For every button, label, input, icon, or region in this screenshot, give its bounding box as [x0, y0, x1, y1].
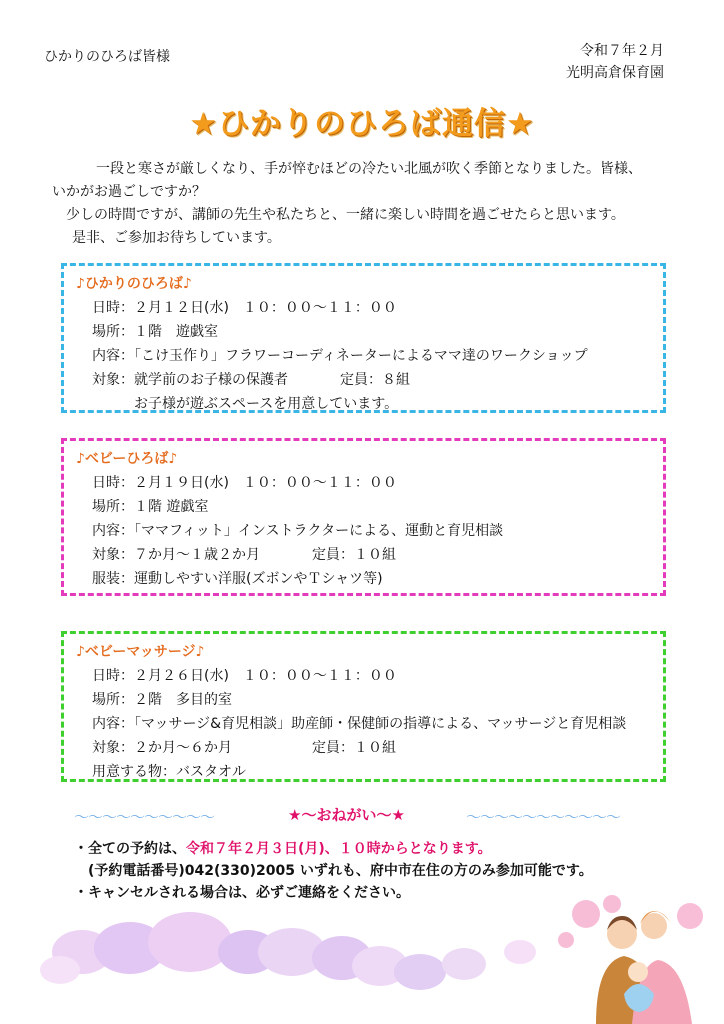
event-title: ♪ベビーひろば♪ — [76, 451, 178, 467]
event-target: 対象：７か月～１歳２か月 — [92, 547, 260, 563]
intro-line-1: 一段と寒さが厳しくなり、手が悴むほどの冷たい北風が吹く季節となりました。皆様、 — [96, 161, 642, 177]
event-extra: 用意する物：バスタオル — [92, 764, 246, 780]
event-content: 内容：「こけ玉作り」フラワーコーディネーターによるママ達のワークショップ — [92, 348, 588, 364]
header-right — [566, 40, 664, 84]
wave-divider-left: ～～～～～～～～～～ — [74, 808, 215, 826]
organization-name: 光明高倉保育園 — [566, 65, 664, 81]
event-title: ♪ひかりのひろば♪ — [76, 276, 192, 292]
note-reserve — [74, 838, 593, 860]
intro-line-3: 少しの時間ですが、講師の先生や私たちと、一緒に楽しい時間を過ごせたらと思います。 — [66, 207, 625, 223]
note-phone: (予約電話番号)042(330)2005 いずれも、府中市在住の方のみ参加可能です。 — [88, 863, 593, 879]
event-target-row — [92, 543, 663, 567]
note-cancel: ・キャンセルされる場合は、必ずご連絡をください。 — [74, 885, 410, 901]
newsletter-title: ★ひかりのひろば通信★ — [189, 106, 535, 142]
event-capacity: 定員：１０組 — [312, 547, 396, 563]
event-box-baby-hiroba — [61, 438, 666, 596]
note-reserve-date: 令和７年２月３日(月)、１０時からとなります。 — [186, 841, 492, 857]
decorative-illustration — [0, 890, 724, 1024]
issue-date: 令和７年２月 — [580, 43, 664, 59]
intro-line-2: いかがお過ごしですか？ — [52, 184, 206, 200]
event-extra: 服装：運動しやすい洋服(ズボンやＴシャツ等) — [92, 571, 383, 587]
event-capacity: 定員：８組 — [340, 372, 410, 388]
event-datetime: 日時：２月１９日(水) １０：００～１１：００ — [92, 475, 397, 491]
event-place: 場所：１階 遊戯室 — [92, 324, 218, 340]
intro-text — [52, 158, 686, 250]
event-datetime: 日時：２月１２日(水) １０：００～１１：００ — [92, 300, 397, 316]
event-content: 内容：「マッサージ&育児相談」助産師・保健師の指導による、マッサージと育児相談 — [92, 716, 627, 732]
event-target: 対象：２か月～６か月 — [92, 740, 232, 756]
event-target: 対象：就学前のお子様の保護者 — [92, 372, 288, 388]
family-illustration-icon — [596, 911, 692, 1024]
event-box-baby-massage — [61, 631, 666, 782]
bubble-decoration — [40, 912, 536, 990]
event-capacity: 定員：１０組 — [312, 740, 396, 756]
event-datetime: 日時：２月２６日(水) １０：００～１１：００ — [92, 668, 397, 684]
event-title: ♪ベビーマッサージ♪ — [76, 644, 205, 660]
event-place: 場所：１階 遊戯室 — [92, 499, 209, 515]
event-place: 場所：２階 多目的室 — [92, 692, 232, 708]
intro-line-4: 是非、ご参加お待ちしています。 — [72, 230, 281, 246]
onegai-heading: ★～おねがい～★ — [288, 806, 405, 824]
event-box-hikari — [61, 263, 666, 413]
event-target-row — [92, 368, 663, 392]
event-extra: お子様が遊ぶスペースを用意しています。 — [134, 396, 399, 412]
note-reserve-prefix: ・全ての予約は、 — [74, 841, 186, 857]
event-target-row — [92, 736, 663, 760]
addressee: ひかりのひろば皆様 — [44, 49, 170, 65]
wave-divider-right: ～～～～～～～～～～～ — [466, 808, 621, 826]
event-content: 内容：「ママフィット」インストラクターによる、運動と育児相談 — [92, 523, 504, 539]
